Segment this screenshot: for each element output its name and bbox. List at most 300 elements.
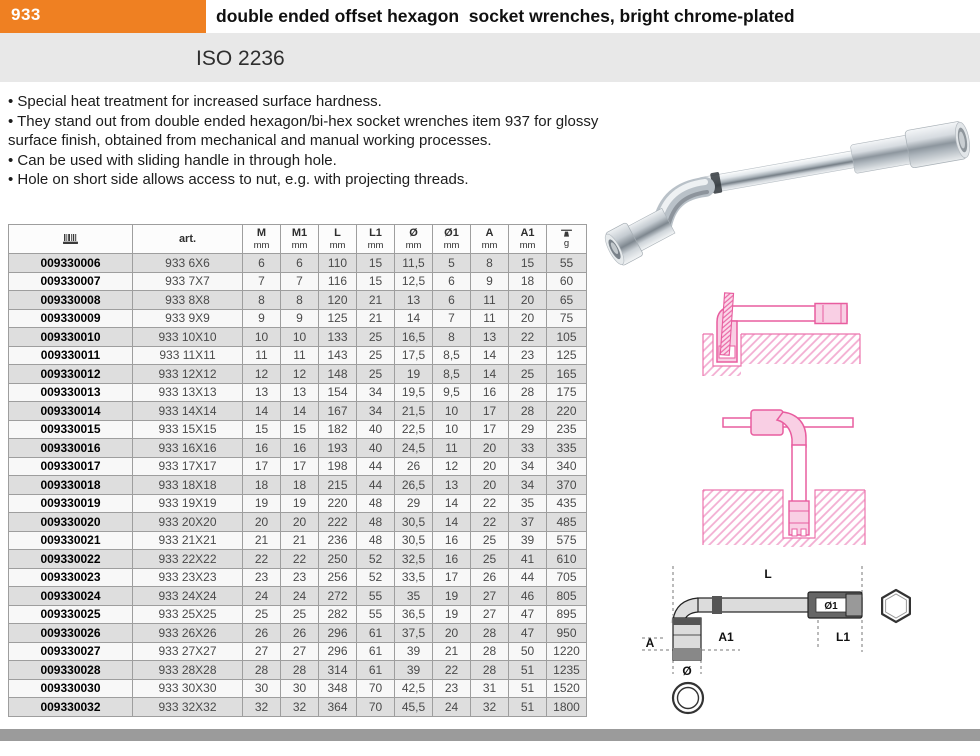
feature-item: • Special heat treatment for increased surface hardness.	[8, 93, 382, 110]
cell-value: 21	[281, 531, 319, 550]
cell-value: 8,5	[433, 346, 471, 365]
item-number: 933	[11, 5, 41, 24]
cell-value: 17	[281, 457, 319, 476]
cell-art: 933 8X8	[133, 291, 243, 310]
cell-value: 15	[357, 272, 395, 291]
cell-value: 52	[357, 550, 395, 569]
cell-value: 55	[547, 254, 587, 273]
cell-value: 14	[281, 402, 319, 421]
cell-value: 6	[433, 272, 471, 291]
column-header-a1: A1 mm	[509, 225, 547, 254]
cell-value: 15	[509, 254, 547, 273]
cell-value: 16	[471, 383, 509, 402]
spec-table-header	[9, 225, 587, 254]
cell-value: 370	[547, 476, 587, 495]
cell-code: 009330015	[9, 420, 133, 439]
cell-code: 009330026	[9, 624, 133, 643]
cell-art: 933 18X18	[133, 476, 243, 495]
cell-value: 12	[281, 365, 319, 384]
cell-value: 22	[471, 494, 509, 513]
feature-list	[8, 92, 626, 190]
cell-value: 11,5	[395, 254, 433, 273]
cell-value: 26	[471, 568, 509, 587]
cell-value: 16	[433, 531, 471, 550]
cell-value: 50	[509, 642, 547, 661]
table-row	[9, 291, 587, 310]
cell-value: 282	[319, 605, 357, 624]
cell-code: 009330030	[9, 679, 133, 698]
page-header	[0, 0, 980, 33]
cell-value: 33	[509, 439, 547, 458]
cell-art: 933 6X6	[133, 254, 243, 273]
cell-value: 314	[319, 661, 357, 680]
cell-value: 575	[547, 531, 587, 550]
cell-value: 705	[547, 568, 587, 587]
cell-art: 933 17X17	[133, 457, 243, 476]
cell-value: 20	[509, 291, 547, 310]
cell-value: 48	[357, 494, 395, 513]
cell-value: 125	[547, 346, 587, 365]
cell-value: 182	[319, 420, 357, 439]
cell-value: 15	[281, 420, 319, 439]
cell-value: 12,5	[395, 272, 433, 291]
cell-value: 11	[281, 346, 319, 365]
cell-value: 10	[243, 328, 281, 347]
column-header-l: L mm	[319, 225, 357, 254]
spec-table	[8, 224, 587, 717]
table-row	[9, 328, 587, 347]
cell-art: 933 19X19	[133, 494, 243, 513]
cell-value: 7	[243, 272, 281, 291]
cell-value: 7	[433, 309, 471, 328]
cell-value: 14	[395, 309, 433, 328]
cell-value: 51	[509, 698, 547, 717]
cell-value: 23	[281, 568, 319, 587]
cell-art: 933 25X25	[133, 605, 243, 624]
cell-value: 10	[281, 328, 319, 347]
cell-value: 143	[319, 346, 357, 365]
cell-value: 46	[509, 587, 547, 606]
cell-value: 215	[319, 476, 357, 495]
cell-value: 8	[471, 254, 509, 273]
table-row	[9, 383, 587, 402]
cell-value: 34	[509, 476, 547, 495]
cell-code: 009330013	[9, 383, 133, 402]
footer-bar	[0, 729, 980, 741]
cell-value: 175	[547, 383, 587, 402]
cell-value: 20	[471, 476, 509, 495]
cell-art: 933 16X16	[133, 439, 243, 458]
spec-table-body	[9, 254, 587, 717]
column-header-m: M mm	[243, 225, 281, 254]
dimension-diagram	[640, 560, 980, 720]
table-row	[9, 309, 587, 328]
cell-value: 23	[509, 346, 547, 365]
column-header-weight: g	[547, 225, 587, 254]
cell-value: 11	[471, 291, 509, 310]
cell-code: 009330032	[9, 698, 133, 717]
cell-value: 364	[319, 698, 357, 717]
cell-art: 933 14X14	[133, 402, 243, 421]
cell-value: 28	[471, 642, 509, 661]
cell-value: 9	[471, 272, 509, 291]
cell-value: 75	[547, 309, 587, 328]
iso-standard: ISO 2236	[196, 47, 285, 70]
cell-value: 26	[243, 624, 281, 643]
cell-value: 37	[509, 513, 547, 532]
cell-value: 21,5	[395, 402, 433, 421]
cell-value: 45,5	[395, 698, 433, 717]
cell-value: 19	[433, 605, 471, 624]
cell-value: 22	[433, 661, 471, 680]
feature-item: • Can be used with sliding handle in through hole.	[8, 151, 337, 169]
cell-value: 37,5	[395, 624, 433, 643]
cell-value: 65	[547, 291, 587, 310]
cell-art: 933 15X15	[133, 420, 243, 439]
cell-value: 16	[243, 439, 281, 458]
cell-value: 27	[471, 587, 509, 606]
table-row	[9, 494, 587, 513]
cell-value: 60	[547, 272, 587, 291]
cell-code: 009330023	[9, 568, 133, 587]
table-row	[9, 254, 587, 273]
cell-art: 933 30X30	[133, 679, 243, 698]
cell-code: 009330012	[9, 365, 133, 384]
cell-value: 30	[243, 679, 281, 698]
cell-code: 009330011	[9, 346, 133, 365]
cell-value: 25	[471, 550, 509, 569]
cell-value: 27	[281, 642, 319, 661]
page-title: double ended offset hexagon socket wrenches, bright chrome-plated	[216, 6, 795, 26]
cell-value: 28	[281, 661, 319, 680]
cell-code: 009330024	[9, 587, 133, 606]
cell-value: 19	[243, 494, 281, 513]
cell-code: 009330010	[9, 328, 133, 347]
cell-code: 009330016	[9, 439, 133, 458]
cell-value: 236	[319, 531, 357, 550]
cell-value: 25	[509, 365, 547, 384]
cell-value: 22	[281, 550, 319, 569]
cell-value: 30,5	[395, 531, 433, 550]
cell-value: 1220	[547, 642, 587, 661]
cell-value: 12	[243, 365, 281, 384]
cell-value: 20	[471, 457, 509, 476]
table-row	[9, 642, 587, 661]
cell-value: 25	[357, 365, 395, 384]
dim-label-A: A	[645, 636, 655, 650]
cell-value: 28	[509, 402, 547, 421]
cell-value: 33,5	[395, 568, 433, 587]
cell-value: 32	[471, 698, 509, 717]
cell-value: 28	[509, 383, 547, 402]
cell-value: 8,5	[433, 365, 471, 384]
cell-value: 193	[319, 439, 357, 458]
cell-value: 14	[433, 513, 471, 532]
cell-value: 24	[281, 587, 319, 606]
cell-value: 9,5	[433, 383, 471, 402]
cell-value: 805	[547, 587, 587, 606]
cell-value: 24,5	[395, 439, 433, 458]
cell-value: 435	[547, 494, 587, 513]
cell-value: 13	[281, 383, 319, 402]
table-row	[9, 272, 587, 291]
cell-code: 009330028	[9, 661, 133, 680]
cell-value: 28	[471, 624, 509, 643]
cell-value: 29	[395, 494, 433, 513]
cell-value: 8	[433, 328, 471, 347]
cell-value: 61	[357, 642, 395, 661]
scale-icon	[560, 229, 573, 237]
cell-value: 14	[471, 346, 509, 365]
cell-value: 30	[281, 679, 319, 698]
cell-value: 11	[243, 346, 281, 365]
cell-value: 105	[547, 328, 587, 347]
cell-value: 340	[547, 457, 587, 476]
cell-value: 44	[357, 476, 395, 495]
cell-value: 21	[433, 642, 471, 661]
column-header-dia1: Ø1 mm	[433, 225, 471, 254]
cell-value: 27	[471, 605, 509, 624]
cell-value: 29	[509, 420, 547, 439]
cell-value: 110	[319, 254, 357, 273]
cell-value: 6	[243, 254, 281, 273]
cell-value: 55	[357, 605, 395, 624]
cell-value: 610	[547, 550, 587, 569]
cell-value: 55	[357, 587, 395, 606]
cell-art: 933 13X13	[133, 383, 243, 402]
cell-code: 009330021	[9, 531, 133, 550]
cell-code: 009330009	[9, 309, 133, 328]
cell-value: 10	[433, 420, 471, 439]
cell-art: 933 27X27	[133, 642, 243, 661]
cell-code: 009330017	[9, 457, 133, 476]
cell-value: 48	[357, 513, 395, 532]
cell-value: 48	[357, 531, 395, 550]
cell-value: 220	[319, 494, 357, 513]
cell-value: 16,5	[395, 328, 433, 347]
cell-value: 36,5	[395, 605, 433, 624]
dim-label-A1: A1	[718, 630, 734, 644]
cell-code: 009330007	[9, 272, 133, 291]
usage-drawing-projecting-thread	[695, 290, 870, 390]
cell-value: 13	[471, 328, 509, 347]
cell-art: 933 9X9	[133, 309, 243, 328]
table-row	[9, 605, 587, 624]
cell-value: 23	[243, 568, 281, 587]
dim-label-dia1: Ø1	[824, 601, 838, 612]
cell-value: 23	[433, 679, 471, 698]
cell-value: 34	[357, 402, 395, 421]
cell-value: 34	[509, 457, 547, 476]
cell-value: 51	[509, 661, 547, 680]
cell-value: 256	[319, 568, 357, 587]
column-header-dia: Ø mm	[395, 225, 433, 254]
cell-value: 39	[395, 661, 433, 680]
cell-value: 19	[433, 587, 471, 606]
cell-value: 47	[509, 605, 547, 624]
cell-value: 133	[319, 328, 357, 347]
cell-value: 35	[509, 494, 547, 513]
cell-value: 950	[547, 624, 587, 643]
dim-label-L1: L1	[835, 630, 851, 644]
cell-value: 6	[281, 254, 319, 273]
cell-value: 22,5	[395, 420, 433, 439]
cell-value: 10	[433, 402, 471, 421]
cell-value: 25	[243, 605, 281, 624]
feature-item: • Hole on short side allows access to nut, e.g. with projecting threads.	[8, 171, 469, 188]
cell-code: 009330027	[9, 642, 133, 661]
cell-value: 125	[319, 309, 357, 328]
cell-code: 009330006	[9, 254, 133, 273]
cell-value: 28	[471, 661, 509, 680]
cell-value: 30,5	[395, 513, 433, 532]
cell-value: 14	[243, 402, 281, 421]
barcode-icon	[62, 233, 80, 245]
cell-code: 009330022	[9, 550, 133, 569]
cell-value: 21	[243, 531, 281, 550]
cell-value: 17	[243, 457, 281, 476]
cell-value: 39	[509, 531, 547, 550]
cell-value: 116	[319, 272, 357, 291]
table-row	[9, 568, 587, 587]
table-row	[9, 550, 587, 569]
cell-value: 19	[281, 494, 319, 513]
dim-label-dia: Ø	[682, 664, 692, 678]
cell-value: 18	[281, 476, 319, 495]
cell-value: 28	[243, 661, 281, 680]
cell-art: 933 21X21	[133, 531, 243, 550]
table-row	[9, 513, 587, 532]
cell-value: 25	[471, 531, 509, 550]
cell-art: 933 12X12	[133, 365, 243, 384]
cell-value: 222	[319, 513, 357, 532]
cell-art: 933 10X10	[133, 328, 243, 347]
cell-value: 25	[357, 328, 395, 347]
cell-value: 895	[547, 605, 587, 624]
cell-code: 009330025	[9, 605, 133, 624]
cell-value: 13	[395, 291, 433, 310]
cell-value: 485	[547, 513, 587, 532]
item-number-block	[0, 0, 206, 33]
cell-value: 16	[281, 439, 319, 458]
cell-value: 32	[281, 698, 319, 717]
cell-art: 933 24X24	[133, 587, 243, 606]
cell-value: 24	[433, 698, 471, 717]
dim-label-L: L	[764, 567, 772, 581]
cell-value: 11	[471, 309, 509, 328]
cell-value: 70	[357, 679, 395, 698]
cell-value: 20	[281, 513, 319, 532]
table-row	[9, 624, 587, 643]
cell-value: 17,5	[395, 346, 433, 365]
table-row	[9, 679, 587, 698]
table-row	[9, 420, 587, 439]
cell-art: 933 22X22	[133, 550, 243, 569]
column-header-l1: L1 mm	[357, 225, 395, 254]
cell-art: 933 7X7	[133, 272, 243, 291]
cell-value: 198	[319, 457, 357, 476]
product-photo	[600, 90, 980, 270]
cell-value: 21	[357, 291, 395, 310]
cell-value: 19	[395, 365, 433, 384]
cell-value: 20	[433, 624, 471, 643]
table-row	[9, 531, 587, 550]
table-row	[9, 365, 587, 384]
cell-value: 18	[509, 272, 547, 291]
cell-value: 34	[357, 383, 395, 402]
cell-value: 22	[471, 513, 509, 532]
cell-code: 009330019	[9, 494, 133, 513]
cell-value: 6	[433, 291, 471, 310]
cell-value: 40	[357, 439, 395, 458]
cell-value: 17	[471, 402, 509, 421]
cell-value: 220	[547, 402, 587, 421]
cell-value: 15	[243, 420, 281, 439]
cell-value: 335	[547, 439, 587, 458]
cell-value: 32,5	[395, 550, 433, 569]
cell-art: 933 20X20	[133, 513, 243, 532]
column-header-art: art.	[133, 225, 243, 254]
table-row	[9, 346, 587, 365]
column-header-a: A mm	[471, 225, 509, 254]
cell-value: 61	[357, 661, 395, 680]
cell-value: 39	[395, 642, 433, 661]
cell-value: 35	[395, 587, 433, 606]
cell-code: 009330014	[9, 402, 133, 421]
cell-value: 12	[433, 457, 471, 476]
table-row	[9, 476, 587, 495]
cell-value: 22	[509, 328, 547, 347]
cell-value: 61	[357, 624, 395, 643]
cell-art: 933 32X32	[133, 698, 243, 717]
cell-value: 21	[357, 309, 395, 328]
cell-code: 009330008	[9, 291, 133, 310]
cell-value: 25	[357, 346, 395, 365]
cell-value: 348	[319, 679, 357, 698]
cell-value: 26	[281, 624, 319, 643]
cell-value: 296	[319, 642, 357, 661]
cell-value: 154	[319, 383, 357, 402]
cell-value: 52	[357, 568, 395, 587]
cell-value: 70	[357, 698, 395, 717]
cell-value: 20	[243, 513, 281, 532]
cell-value: 51	[509, 679, 547, 698]
cell-value: 32	[243, 698, 281, 717]
cell-art: 933 23X23	[133, 568, 243, 587]
cell-value: 25	[281, 605, 319, 624]
cell-value: 19,5	[395, 383, 433, 402]
feature-item: • They stand out from double ended hexagon/bi-hex socket wrenches item 937 for glossy surface finish, obtained from mechanical and manual working processes.	[8, 112, 599, 149]
cell-value: 11	[433, 439, 471, 458]
cell-value: 17	[471, 420, 509, 439]
cell-value: 26,5	[395, 476, 433, 495]
cell-value: 24	[243, 587, 281, 606]
cell-value: 272	[319, 587, 357, 606]
cell-value: 44	[357, 457, 395, 476]
cell-value: 26	[395, 457, 433, 476]
cell-value: 148	[319, 365, 357, 384]
cell-value: 14	[433, 494, 471, 513]
cell-code: 009330020	[9, 513, 133, 532]
cell-value: 17	[433, 568, 471, 587]
cell-value: 1235	[547, 661, 587, 680]
cell-art: 933 11X11	[133, 346, 243, 365]
cell-value: 31	[471, 679, 509, 698]
cell-value: 14	[471, 365, 509, 384]
cell-value: 7	[281, 272, 319, 291]
table-row	[9, 587, 587, 606]
cell-value: 13	[243, 383, 281, 402]
